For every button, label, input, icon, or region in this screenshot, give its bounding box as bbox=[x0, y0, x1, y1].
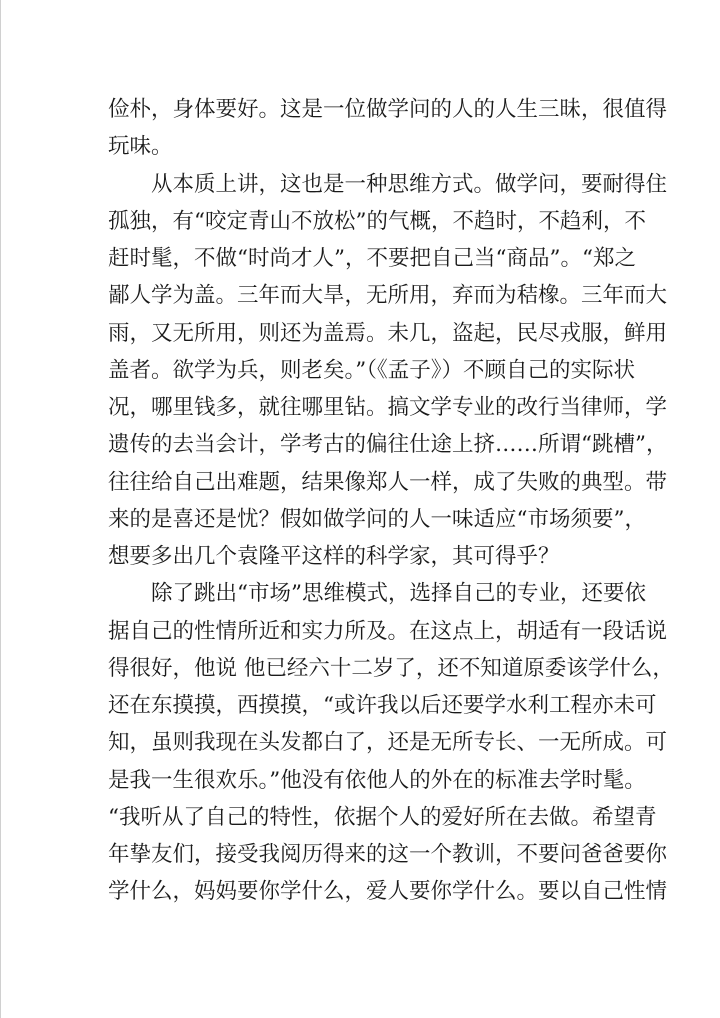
text-line: 盖者。欲学为兵，则老矣。”（《孟子》）不顾自己的实际状 bbox=[108, 357, 635, 383]
page-edge-line bbox=[0, 0, 1, 1018]
text-line: 是我一生很欢乐。”他没有依他人的外在的标准去学时髦。 bbox=[108, 767, 646, 793]
text-line: 孤独，有“咬定青山不放松”的气概，不趋时，不趋利，不 bbox=[108, 208, 646, 234]
text-line: 俭朴，身体要好。这是一位做学问的人的人生三昧，很值得 bbox=[108, 97, 668, 122]
text-line: 来的是喜还是忧？假如做学问的人一味适应“市场须要”， bbox=[108, 506, 646, 532]
text-line: 年挚友们，接受我阅历得来的这一个教训，不要问爸爸要你 bbox=[108, 842, 668, 867]
text-line: 雨，又无所用，则还为盖焉。未几，盗起，民尽戎服，鲜用 bbox=[108, 320, 668, 346]
paragraph-start-line: 除了跳出“市场”思维模式，选择自己的专业，还要依 bbox=[151, 581, 646, 607]
text-line: 学什么，妈妈要你学什么，爱人要你学什么。要以自己性情 bbox=[108, 879, 668, 905]
text-line: 还在东摸摸，西摸摸，“或许我以后还要学水利工程亦未可 bbox=[108, 693, 657, 718]
text-line: 况，哪里钱多，就往哪里钻。搞文学专业的改行当律师，学 bbox=[108, 395, 668, 420]
text-line: 想要多出几个袁隆平这样的科学家，其可得乎？ bbox=[108, 544, 560, 569]
text-line: 往往给自己出难题，结果像郑人一样，成了失败的典型。带 bbox=[108, 469, 668, 495]
text-line: 鄙人学为盖。三年而大旱，无所用，弃而为秸橡。三年而大 bbox=[108, 283, 668, 309]
text-line: 知，虽则我现在头发都白了，还是无所专长、一无所成。可 bbox=[108, 730, 668, 756]
paragraph-start-line: 从本质上讲，这也是一种思维方式。做学问，要耐得住 bbox=[151, 171, 668, 197]
text-line: 遗传的去当会计，学考古的偏往仕途上挤……所谓“跳槽”， bbox=[108, 432, 668, 458]
text-line: 据自己的性情所近和实力所及。在这点上，胡适有一段话说 bbox=[108, 618, 668, 644]
text-line: 得很好，他说 他已经六十二岁了，还不知道原委该学什么， bbox=[108, 655, 674, 681]
text-line: “我听从了自己的特性，依据个人的爱好所在去做。希望青 bbox=[108, 804, 657, 830]
body-text bbox=[108, 91, 674, 911]
text-line: 玩味。 bbox=[108, 134, 173, 160]
text-line: 赶时髦，不做“时尚才人”，不要把自己当“商品”。“郑之 bbox=[108, 246, 636, 271]
